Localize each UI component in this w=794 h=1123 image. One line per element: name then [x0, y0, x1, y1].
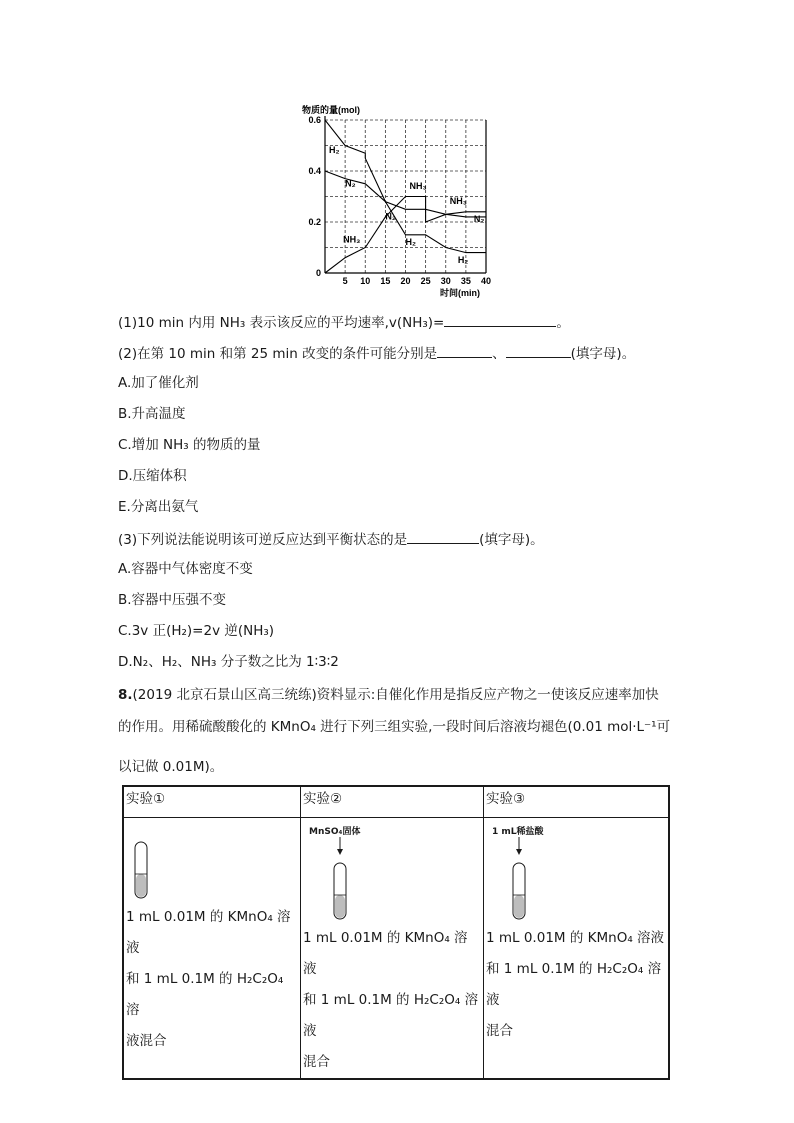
cell-exp-1: [123, 818, 301, 1080]
q2-option-b: B.升高温度: [118, 406, 186, 422]
answer-blank-2b[interactable]: [506, 343, 571, 358]
question-8-number: 8.: [118, 687, 133, 703]
cell-3-line-2: 和 1 mL 0.1M 的 H₂C₂O₄ 溶液: [486, 961, 662, 1008]
chart-grid: [325, 116, 486, 273]
question-8-line-3: 以记做 0.01M)。: [118, 759, 224, 775]
x-tick-label: 5: [342, 276, 348, 286]
answer-blank-2a[interactable]: [437, 343, 492, 358]
test-tube-icon: [130, 840, 170, 902]
cell-exp-2: [301, 818, 484, 1080]
cell-1-line-2: 和 1 mL 0.1M 的 H₂C₂O₄ 溶: [126, 971, 284, 1018]
curve-label: H₂: [329, 145, 340, 156]
chart-curve-labels: [329, 145, 484, 265]
y-tick-label: 0.4: [308, 166, 321, 176]
curve-label: NH₃: [409, 180, 427, 191]
question-8-line-2: 的作用。用稀硫酸酸化的 KMnO₄ 进行下列三组实验,一段时间后溶液均褪色(0.01 mol·L⁻¹可: [118, 719, 671, 735]
q2-option-c: C.增加 NH₃ 的物质的量: [118, 437, 261, 453]
x-tick-label: 10: [360, 276, 371, 286]
header-exp-3: 实验③: [484, 786, 670, 818]
cell-3-text: [486, 923, 666, 1047]
question-2-text: (2)在第 10 min 和第 25 min 改变的条件可能分别是: [118, 346, 438, 362]
x-tick-label: 30: [440, 276, 451, 286]
cell-3-line-1: 1 mL 0.01M 的 KMnO₄ 溶液: [486, 930, 665, 946]
question-2: [118, 343, 635, 363]
reagent-label-2: MnSO₄固体: [309, 827, 361, 837]
question-8-text-1: (2019 北京石景山区高三统练)资料显示:自催化作用是指反应产物之一使该反应速率加快: [132, 687, 659, 703]
question-2-end: (填字母)。: [570, 346, 636, 362]
table-body-row: [123, 818, 669, 1080]
cell-2-line-2: 和 1 mL 0.1M 的 H₂C₂O₄ 溶液: [303, 992, 479, 1039]
y-tick-label: 0.6: [308, 115, 321, 125]
q3-option-a: A.容器中气体密度不变: [118, 561, 253, 577]
cell-1-line-1: 1 mL 0.01M 的 KMnO₄ 溶液: [126, 909, 291, 956]
header-exp-2: 实验②: [301, 786, 484, 818]
question-1-end: 。: [556, 315, 570, 331]
curve-label: N₂: [385, 211, 396, 222]
test-tube-with-arrow-icon: [325, 837, 385, 923]
curve-label: N₂: [473, 214, 485, 224]
cell-3-line-3: 混合: [486, 1023, 513, 1039]
q2-option-d: D.压缩体积: [118, 468, 187, 484]
q3-option-b: B.容器中压强不变: [118, 592, 227, 608]
x-tick-label: 20: [400, 276, 411, 286]
q2-option-a: A.加了催化剂: [118, 375, 199, 391]
curve-label: NH₃: [449, 196, 467, 207]
cell-exp-3: [484, 818, 670, 1080]
x-axis-label: 时间(min): [440, 288, 480, 298]
curve-label: NH₃: [343, 234, 361, 245]
q2-option-e: E.分离出氨气: [118, 499, 199, 515]
amount-time-chart: [298, 100, 503, 300]
question-3-text: (3)下列说法能说明该可逆反应达到平衡状态的是: [118, 532, 408, 548]
curve-label: N₂: [345, 178, 356, 189]
header-exp-1: 实验①: [123, 786, 301, 818]
x-tick-label: 25: [420, 276, 431, 286]
question-2-sep: 、: [492, 346, 506, 362]
cell-2-text: [303, 923, 481, 1078]
reagent-label-3: 1 mL稀盐酸: [492, 827, 544, 837]
table-header-row: [123, 786, 669, 818]
q3-option-d: D.N₂、H₂、NH₃ 分子数之比为 1∶3∶2: [118, 654, 339, 670]
experiment-table: [122, 785, 670, 1080]
question-3: [118, 529, 544, 549]
x-tick-label: 35: [460, 276, 471, 286]
x-tick-label: 15: [380, 276, 391, 286]
cell-2-line-3: 混合: [303, 1054, 330, 1070]
cell-2-line-1: 1 mL 0.01M 的 KMnO₄ 溶液: [303, 930, 468, 977]
answer-blank-3[interactable]: [407, 529, 479, 544]
y-axis-label: 物质的量(mol): [302, 105, 360, 115]
curve-label: H₂: [405, 236, 416, 247]
question-8-line-1: [118, 686, 659, 704]
cell-1-line-3: 液混合: [126, 1033, 167, 1049]
cell-1-text: [126, 902, 298, 1057]
answer-blank-1[interactable]: [444, 312, 556, 327]
y-tick-label: 0: [315, 268, 321, 278]
q3-option-c: C.3v 正(H₂)=2v 逆(NH₃): [118, 623, 275, 639]
question-1-text: (1)10 min 内用 NH₃ 表示该反应的平均速率,v(NH₃)=: [118, 315, 445, 331]
question-3-end: (填字母)。: [479, 532, 544, 548]
test-tube-with-arrow-icon: [504, 837, 564, 923]
x-tick-label: 40: [480, 276, 492, 286]
question-1: [118, 312, 570, 332]
y-tick-label: 0.2: [308, 217, 321, 227]
curve-label: H₂: [457, 254, 469, 265]
